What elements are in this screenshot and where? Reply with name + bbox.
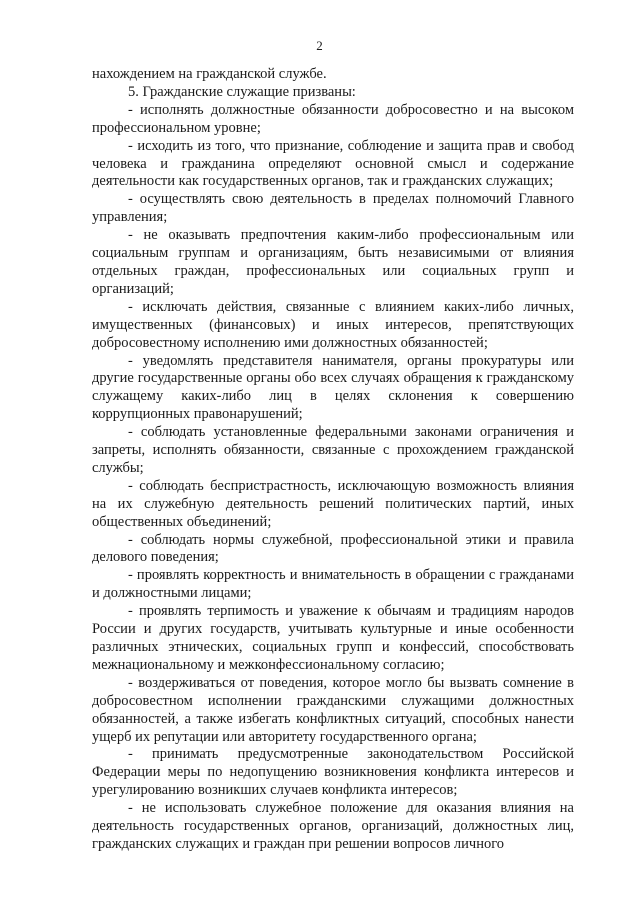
list-item: - исходить из того, что признание, соблюдение и защита прав и свобод человека и гражданина определяют основной смысл и содержание деятельности как государственных органов, так и гражданских служащих; [92,137,574,190]
list-item: - воздерживаться от поведения, которое могло бы вызвать сомнение в добросовестном исполнении гражданскими служащими должностных обязанностей, а также избегать конфликтных ситуаций, способных нанести ущерб их репутации или авторитету государственного органа; [92,674,574,745]
list-item: - проявлять корректность и внимательность в обращении с гражданами и должностными лицами; [92,567,574,602]
list-item: - исключать действия, связанные с влиянием каких-либо личных, имущественных (финансовых) и иных интересов, препятствующих добросовестному исполнению ими должностных обязанностей; [92,298,574,351]
list-item: - осуществлять свою деятельность в пределах полномочий Главного управления; [92,191,574,226]
document-body [92,66,574,854]
list-item: - проявлять терпимость и уважение к обычаям и традициям народов России и других государств, учитывать культурные и иные особенности различных этнических, социальных групп и конфессий, способствовать межнациональному и межконфессиональному согласию; [92,603,574,673]
list-item: - уведомлять представителя нанимателя, органы прокуратуры или другие государственные органы обо всех случаях обращения к гражданскому служащему каких-либо лиц в целях склонения к совершению коррупционных правонарушений; [92,352,574,423]
list-item: - не оказывать предпочтения каким-либо профессиональным или социальным группам и организациям, быть независимыми от влияния отдельных граждан, профессиональных или социальных групп и организаций; [92,227,574,297]
list-item: - соблюдать беспристрастность, исключающую возможность влияния на их служебную деятельность решений политических партий, иных общественных объединений; [92,477,574,530]
list-item: - не использовать служебное положение для оказания влияния на деятельность государственных органов, организаций, должностных лиц, гражданских служащих и граждан при решении вопросов личного [92,800,574,852]
paragraph-continuation: нахождением на гражданской службе. [92,66,327,82]
section-heading: 5. Гражданские служащие призваны: [128,83,356,100]
list-item: - соблюдать нормы служебной, профессиональной этики и правила делового поведения; [92,531,574,566]
list-item: - принимать предусмотренные законодательством Российской Федерации меры по недопущению возникновения конфликта интересов и урегулированию возникших случаев конфликта интересов; [92,746,574,799]
list-item: - исполнять должностные обязанности добросовестно и на высоком профессиональном уровне; [92,101,574,136]
page-number: 2 [316,38,323,53]
list-item: - соблюдать установленные федеральными законами ограничения и запреты, исполнять обязанности, связанные с прохождением гражданской службы; [92,424,574,476]
